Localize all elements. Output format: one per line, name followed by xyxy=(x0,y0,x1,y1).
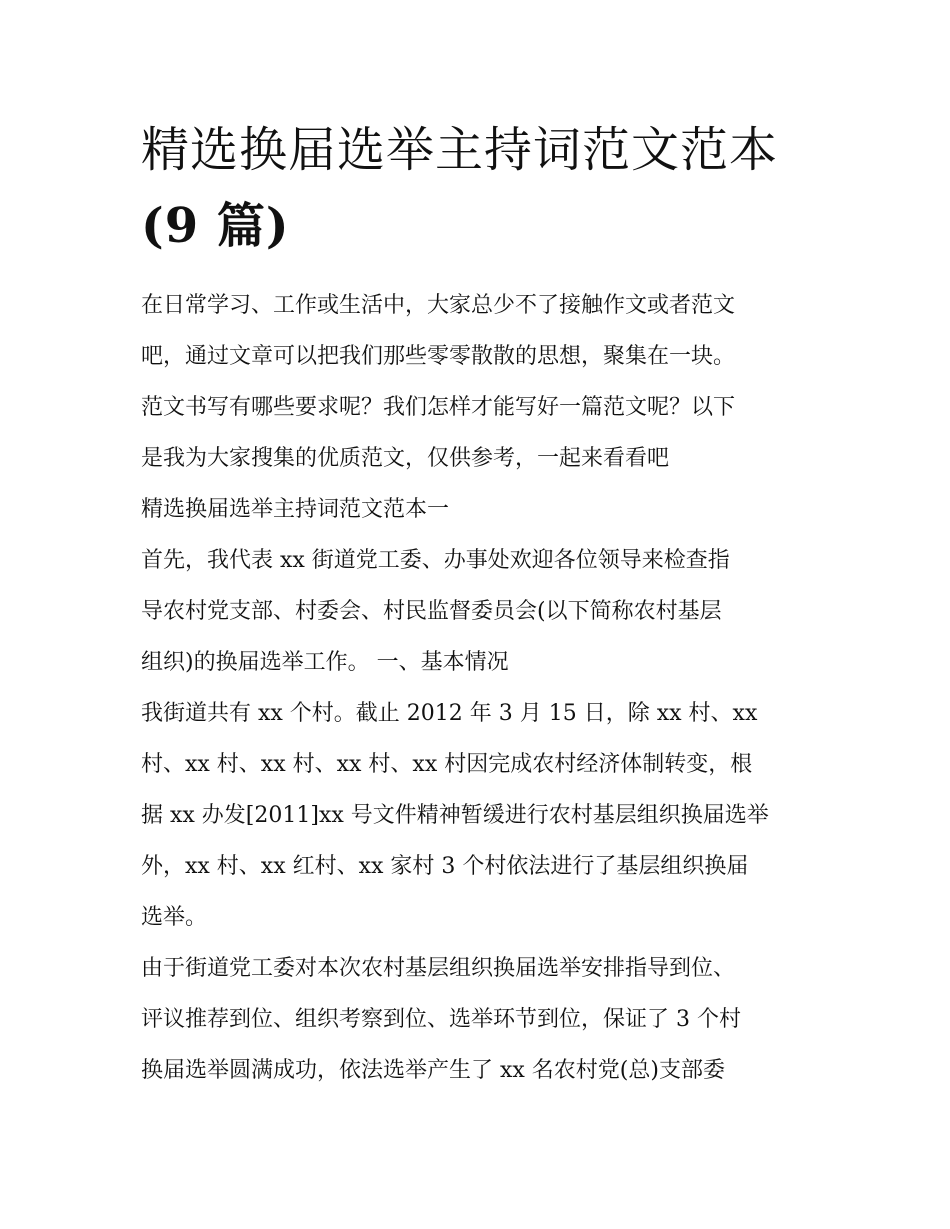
body-line: 范文书写有哪些要求呢？我们怎样才能写好一篇范文呢？以下 xyxy=(141,395,736,420)
body-line: 换届选举圆满成功，依法选举产生了 xx 名农村党(总)支部委 xyxy=(141,1058,725,1083)
document-body xyxy=(141,280,821,1096)
title-line-2: (9 篇) xyxy=(141,198,290,254)
body-line: 村、xx 村、xx 村、xx 村、xx 村因完成农村经济体制转变，根 xyxy=(141,752,753,777)
body-line: 外，xx 村、xx 红村、xx 家村 3 个村依法进行了基层组织换届 xyxy=(141,854,749,879)
body-line: 导农村党支部、村委会、村民监督委员会(以下简称农村基层 xyxy=(141,599,722,624)
body-line: 评议推荐到位、组织考察到位、选举环节到位，保证了 3 个村 xyxy=(141,1007,741,1032)
section-heading: 精选换届选举主持词范文范本一 xyxy=(141,497,450,522)
body-line: 我街道共有 xx 个村。截止 2012 年 3 月 15 日，除 xx 村、xx xyxy=(141,701,758,726)
body-line: 组织)的换届选举工作。 一、基本情况 xyxy=(141,650,509,675)
title-line-1: 精选换届选举主持词范文范本 xyxy=(141,122,779,178)
document-title xyxy=(141,112,821,264)
body-line: 由于街道党工委对本次农村基层组织换届选举安排指导到位、 xyxy=(141,956,736,981)
body-line: 据 xx 办发[2011]xx 号文件精神暂缓进行农村基层组织换届选举 xyxy=(141,803,769,828)
body-line: 首先，我代表 xx 街道党工委、办事处欢迎各位领导来检查指 xyxy=(141,548,730,573)
body-line: 选举。 xyxy=(141,905,208,930)
body-line: 是我为大家搜集的优质范文，仅供参考，一起来看看吧 xyxy=(141,446,670,471)
body-line: 在日常学习、工作或生活中，大家总少不了接触作文或者范文 xyxy=(141,293,736,318)
body-line: 吧，通过文章可以把我们那些零零散散的思想，聚集在一块。 xyxy=(141,344,736,369)
